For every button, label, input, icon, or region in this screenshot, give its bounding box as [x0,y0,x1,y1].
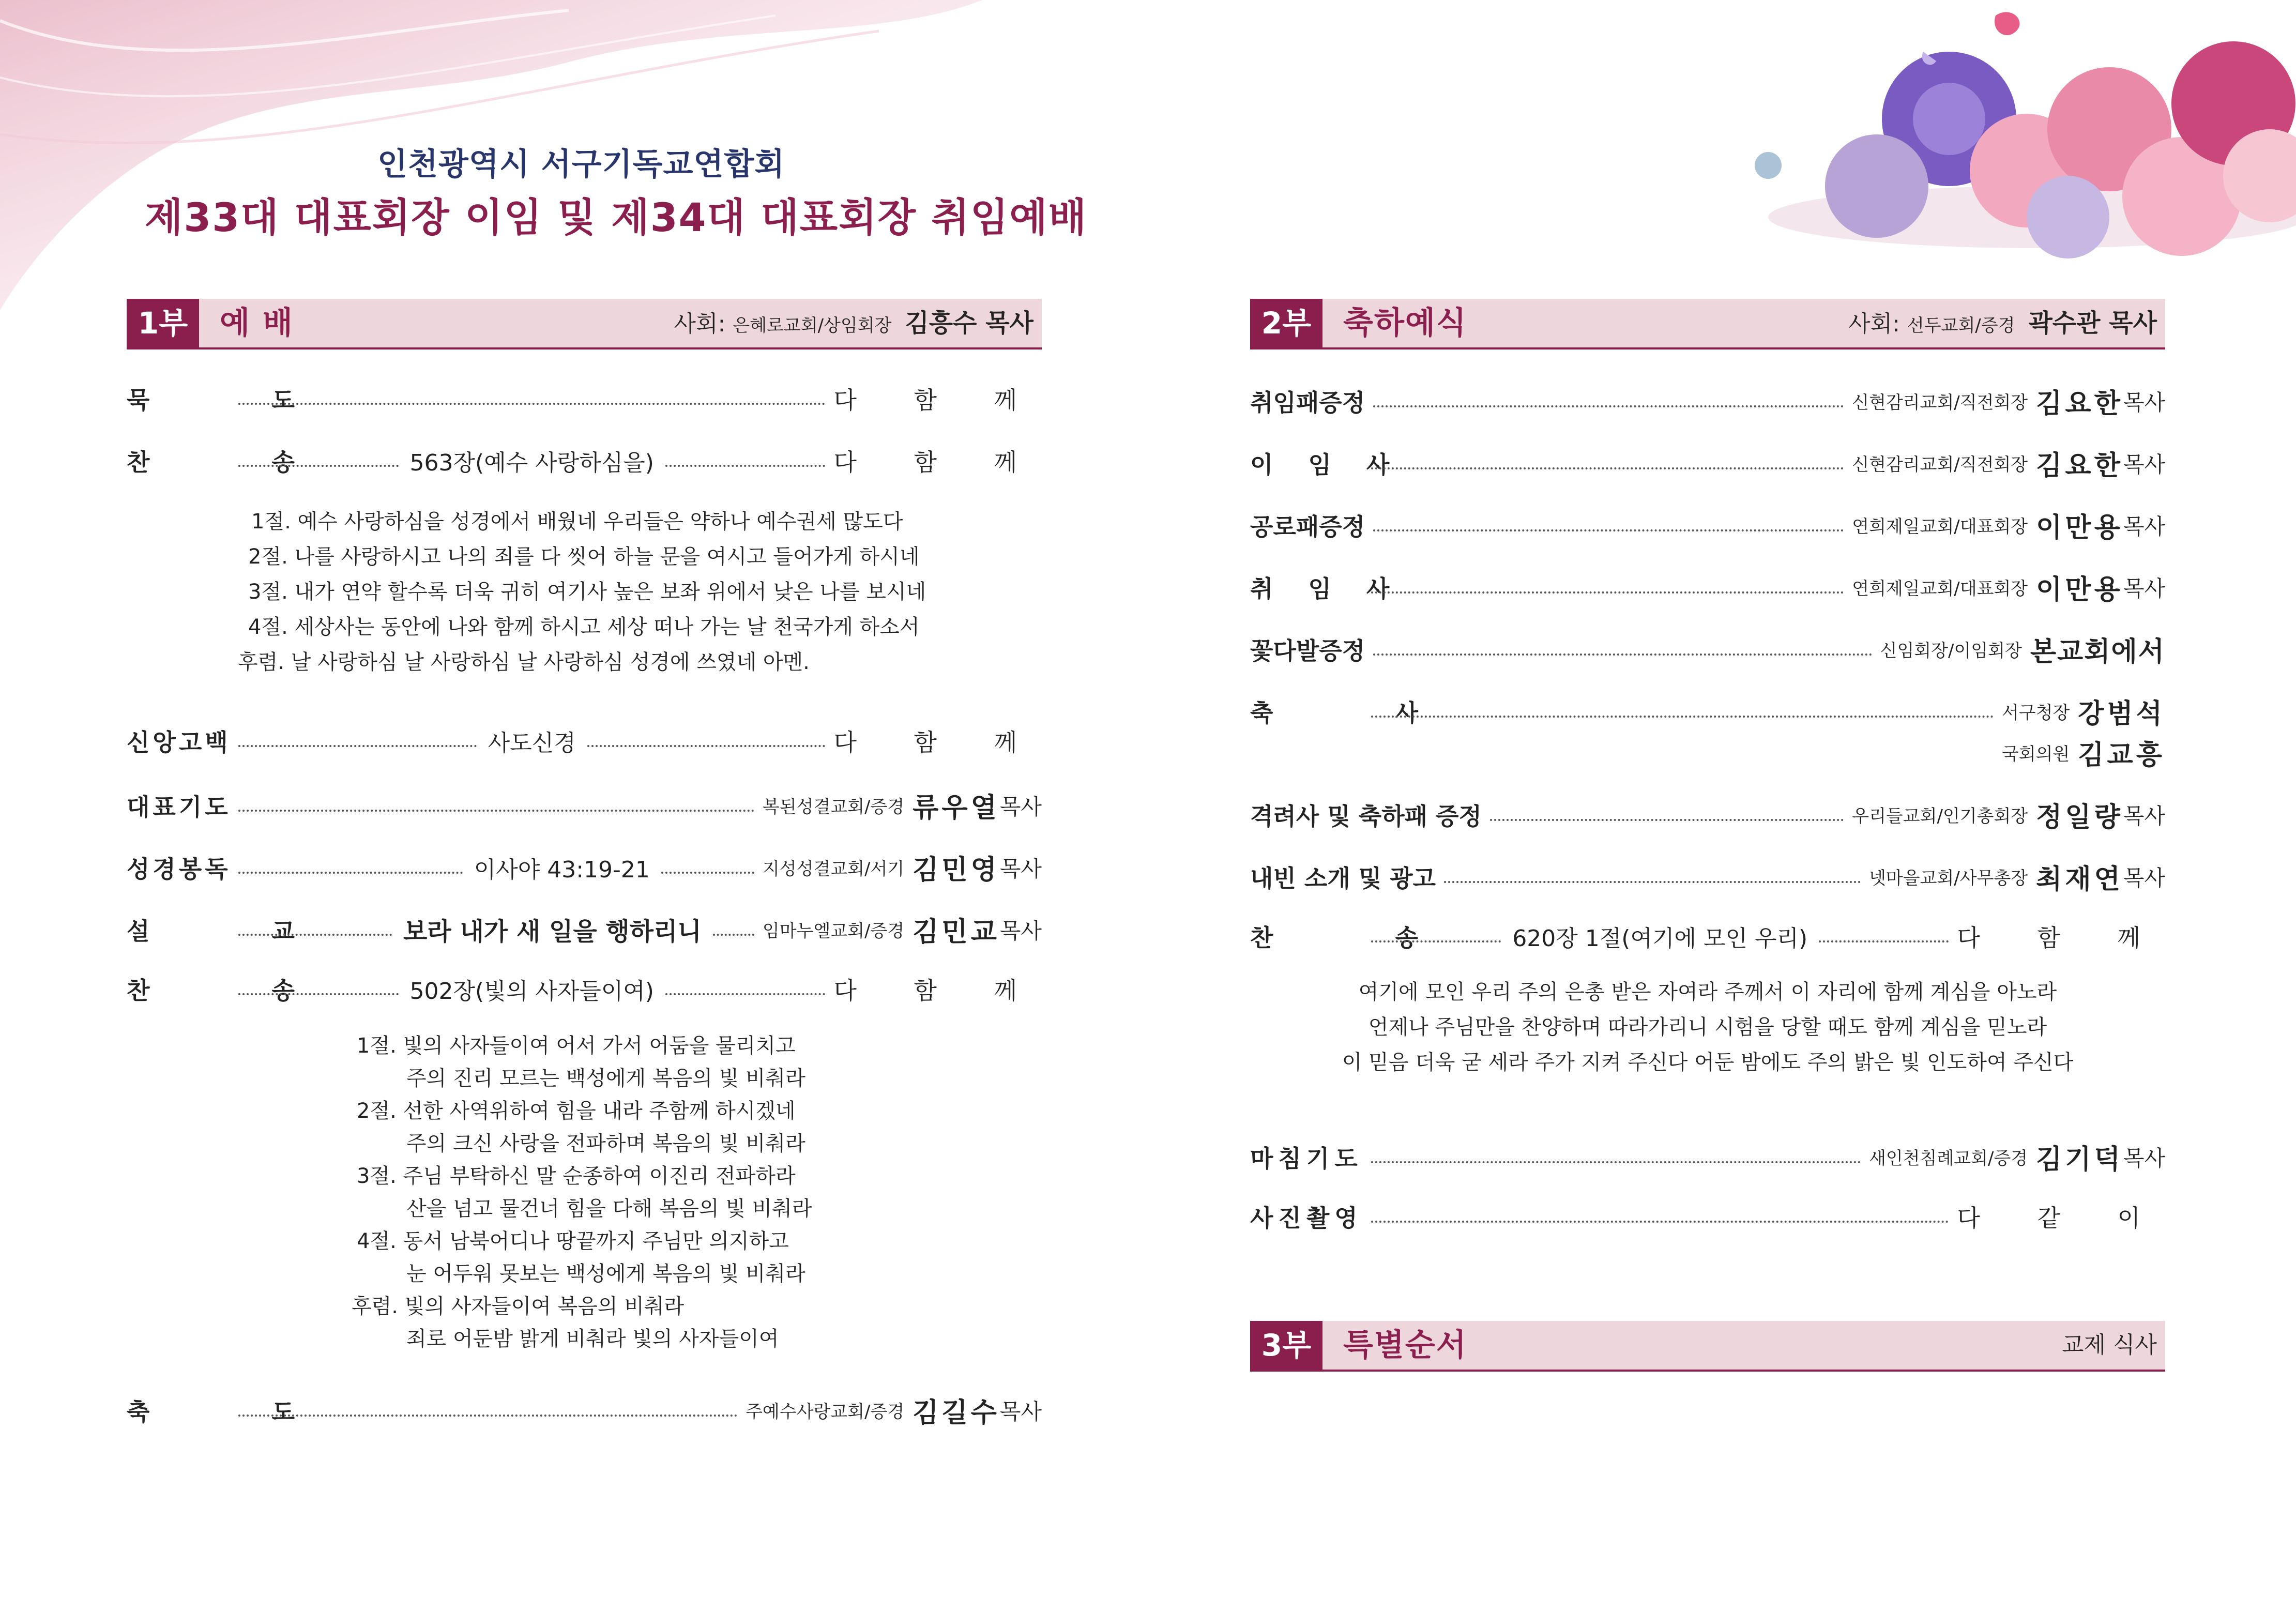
program-row-merit-plaque: 공로패증정 연희제일교회/대표회장 이만용 목사 [1250,512,2165,543]
program-row-benediction: 축 도 주예수사랑교회/증경 김길수 목사 [127,1397,1042,1428]
program-row-closing-prayer: 마침기도 새인천침례교회/증경 김기덕 목사 [1250,1144,2165,1175]
program-row-scripture: 성경봉독 이사야 43:19-21 지성성결교회/서기 김민영 목사 [127,855,1042,886]
organization-name: 인천광역시 서구기독교연합회 [377,146,785,183]
program-row-photo: 사진촬영 다 같 이 [1250,1204,2165,1232]
section3-badge: 3부 [1250,1321,1322,1370]
program-row-prayer: 대표기도 복된성결교회/증경 류우열 목사 [127,793,1042,824]
section2-header [1250,299,2165,349]
section1-header [127,299,1042,349]
flower-bouquet-decoration [1747,0,2296,269]
section2-badge: 2부 [1250,299,1322,347]
page-title: 제33대 대표회장 이임 및 제34대 대표회장 취임예배 [145,194,1088,240]
program-row-creed: 신앙고백 사도신경 다 함 께 [127,728,1042,756]
program-row-sermon: 설 교 보라 내가 새 일을 행하리니 임마누엘교회/증경 김민교 목사 [127,917,1042,948]
program-row-inaugural-plaque: 취임패증정 신현감리교회/직전회장 김요한 목사 [1250,388,2165,419]
program-row-bouquet: 꽃다발증정 신임회장/이임회장 본교회에서 [1250,636,2165,667]
program-row-hymn1: 찬 송 563장(예수 사랑하심을) 다 함 께 [127,448,1042,476]
program-row-guest-intro: 내빈 소개 및 광고 넷마을교회/사무총장 최재연 목사 [1250,864,2165,895]
section1-host: 사회: 은혜로교회/상임회장 김흥수 목사 [674,309,1033,338]
program-row-congratulatory-speech: 축 사 서구청장 강범석 [1250,698,2165,729]
program-row-congratulatory-speech-2: 국회의원 김교흥 [2001,740,2165,771]
program-row-meditation: 묵 도 다 함 께 [127,386,1042,414]
program-row-farewell-speech: 이 임 사 신현감리교회/직전회장 김요한 목사 [1250,450,2165,481]
section2-title: 축하예식 [1343,305,1467,341]
hymn1-lyrics: 1절. 예수 사랑하심을 성경에서 배웠네 우리들은 약하나 예수권세 많도다 2절. 나를 사랑하시고 나의 죄를 다 씻어 하늘 문을 여시고 들어가게 하시네 3절. 내가 연약 할수록 더욱 귀히 여기사 높은 보좌 위에서 낮은 나를 보시네 4절. 세상사는 동안에 나와 함께 하시고 세상 떠나 가는 날 천국가게 하소서 후렴. 날 사랑하심 날 사랑하심 날 사랑하심 성경에 쓰였네 아멘. [238,510,926,674]
hymn2-lyrics: 1절. 빛의 사자들이여 어서 가서 어둠을 물리치고 주의 진리 모르는 백성에게 복음의 빛 비춰라 2절. 선한 사역위하여 힘을 내라 주함께 하시겠네 주의 크신 사랑을 전파하며 복음의 빛 비춰라 3절. 주님 부탁하신 말 순종하여 이진리 전파하라 산을 넘고 물건너 힘을 다해 복음의 빛 비춰라 4절. 동서 남북어디나 땅끝까지 주님만 의지하고 눈 어두워 못보는 백성에게 복음의 빛 비춰라 후렴. 빛의 사자들이여 복음의 비춰라 죄로 어둔밤 밝게 비춰라 빛의 사자들이여 [352,1034,812,1351]
section1-badge: 1부 [127,299,199,347]
section2-host: 사회: 선두교회/증경 곽수관 목사 [1848,309,2157,338]
program-row-encouragement: 격려사 및 축하패 증정 우리들교회/인기총회장 정일량 목사 [1250,802,2165,833]
hymn3-lyrics: 여기에 모인 우리 주의 은총 받은 자여라 주께서 이 자리에 함께 계심을 아노라 언제나 주님만을 찬양하며 따라가리니 시험을 당할 때도 함께 계심을 믿노라 이 믿음 더욱 굳 세라 주가 지켜 주신다 어둔 밤에도 주의 밝은 빛 인도하여 주신다 [1342,980,2074,1074]
section3-note: 교제 식사 [2061,1332,2157,1358]
program-row-hymn3: 찬 송 620장 1절(여기에 모인 우리) 다 함 께 [1250,924,2165,952]
section3-header [1250,1321,2165,1372]
program-row-inaugural-speech: 취 임 사 연희제일교회/대표회장 이만용 목사 [1250,574,2165,605]
section1-title: 예 배 [220,305,294,341]
section3-title: 특별순서 [1343,1327,1467,1363]
program-row-hymn2: 찬 송 502장(빛의 사자들이여) 다 함 께 [127,977,1042,1005]
